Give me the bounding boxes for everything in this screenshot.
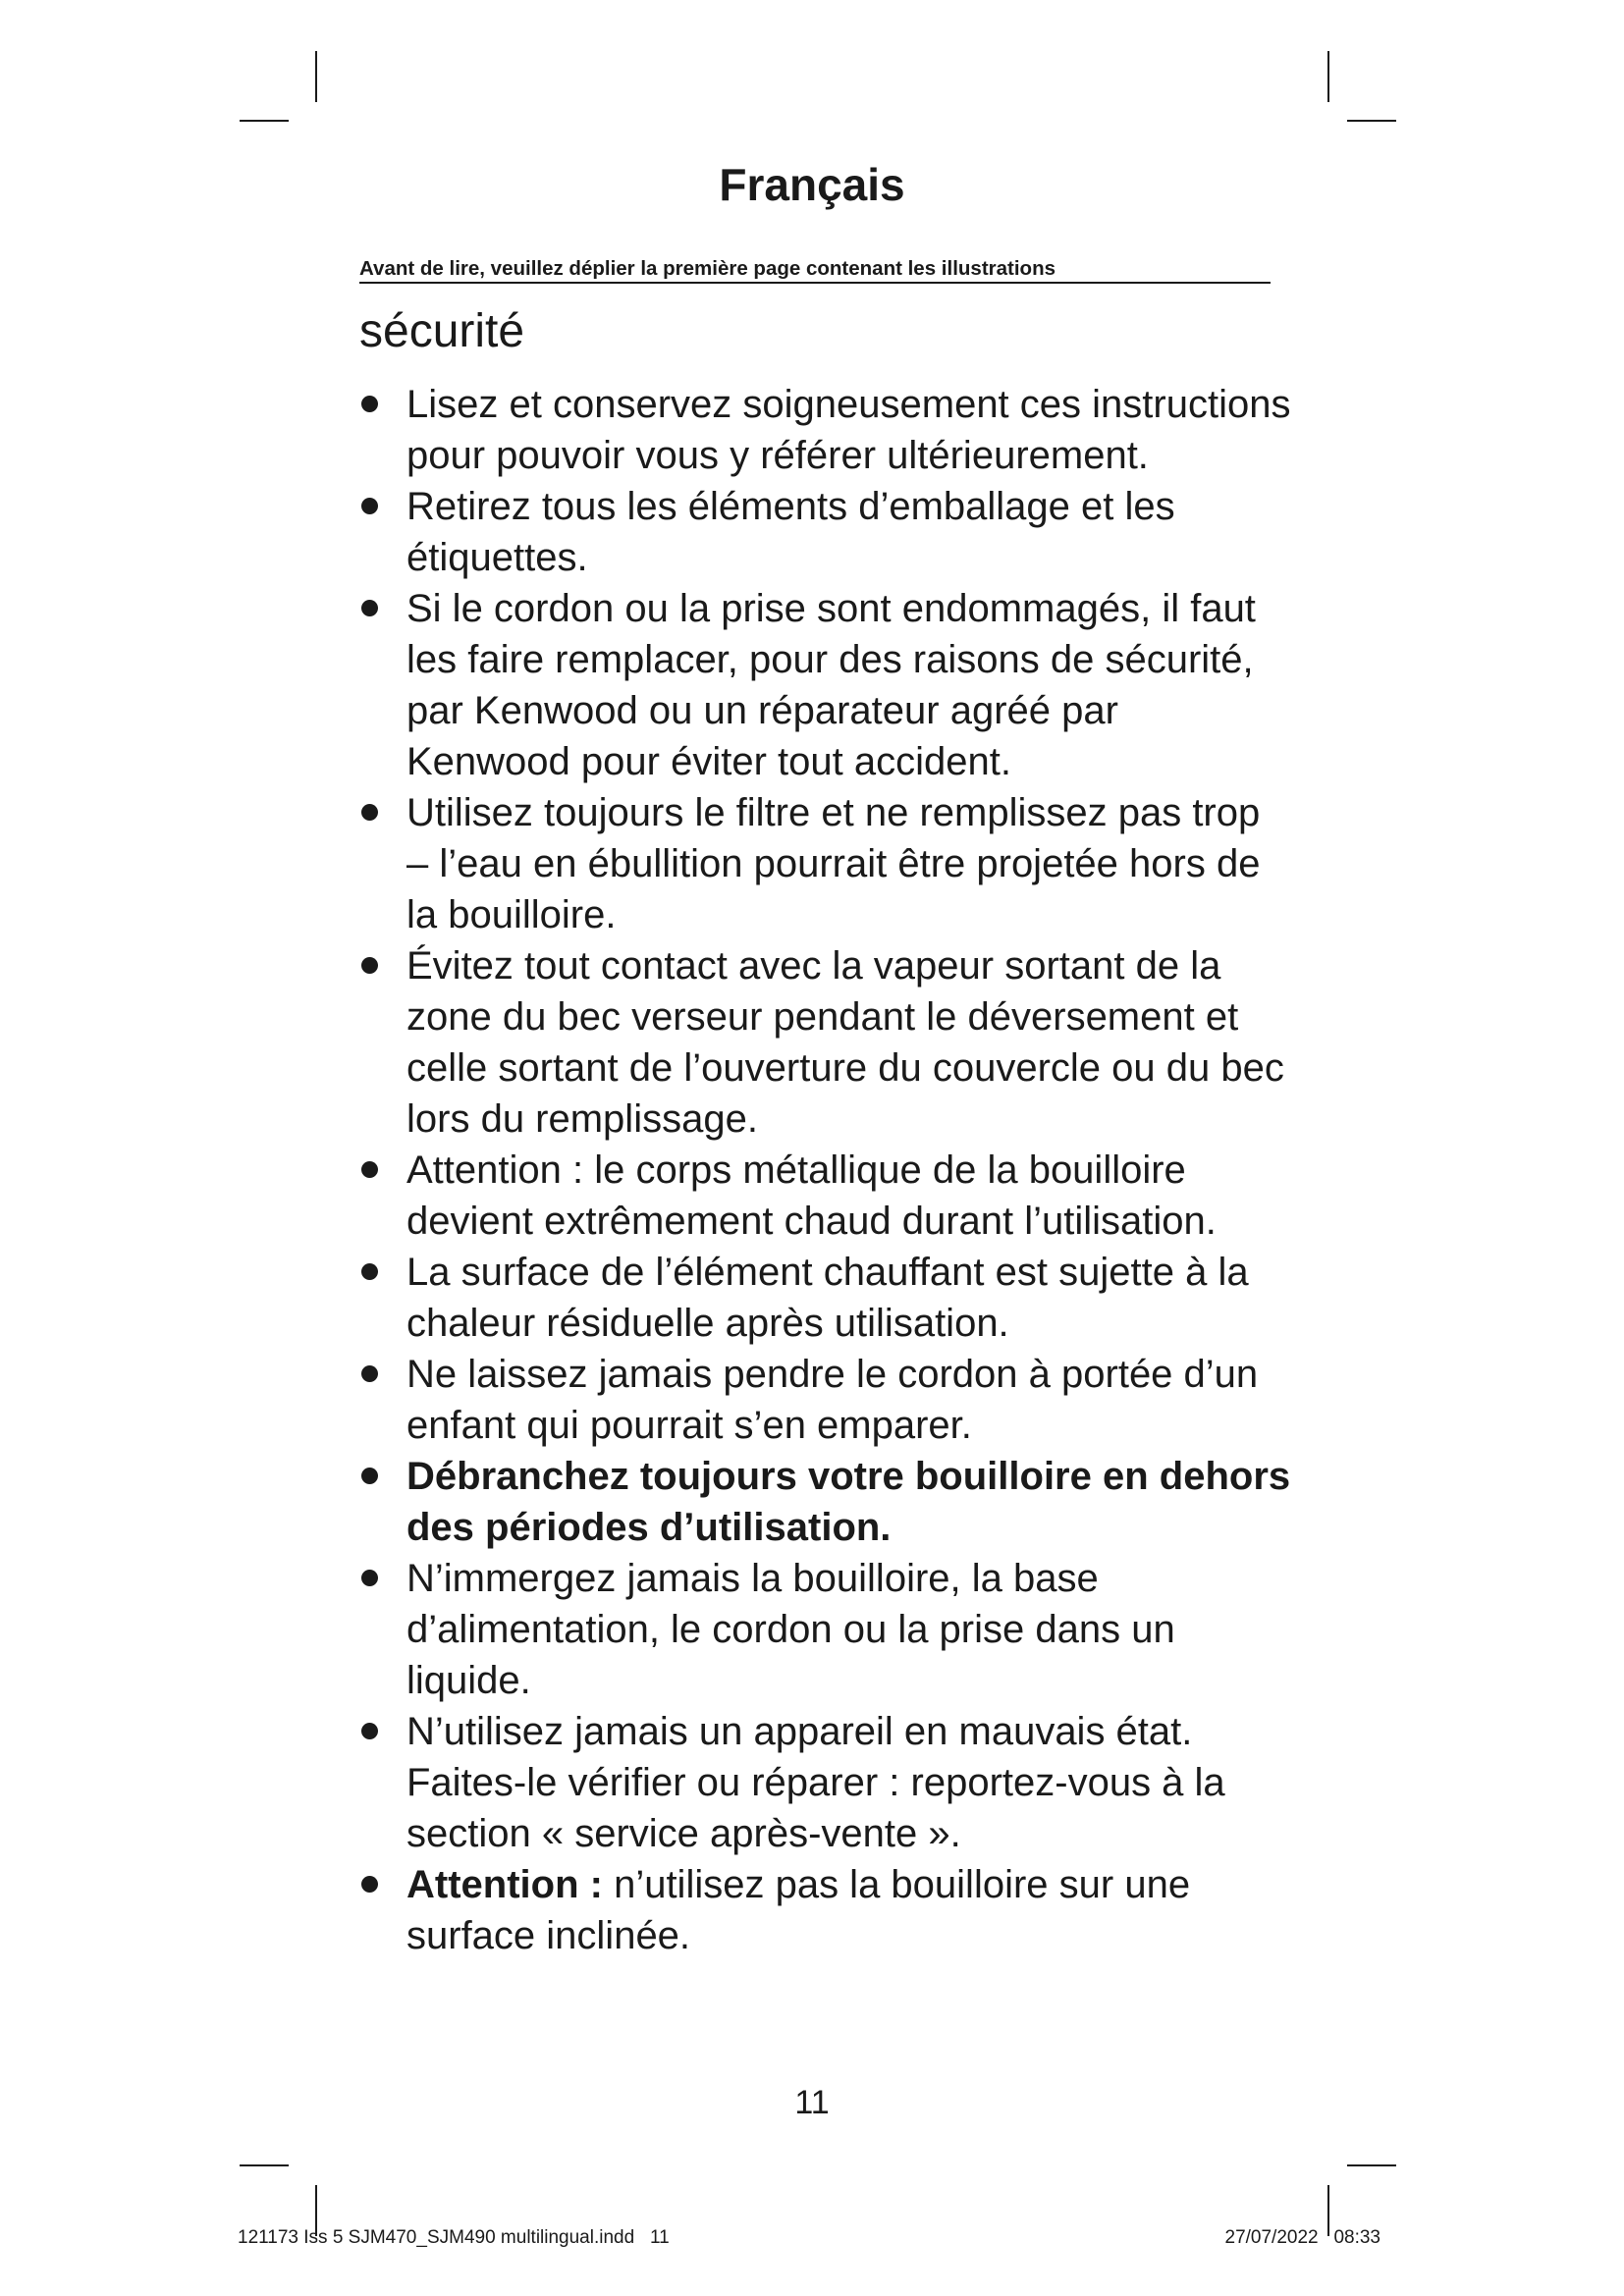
- item-text: Évitez tout contact avec la vapeur sortant de la zone du bec verseur pendant le déversement et celle sortant de l’ouverture du couvercle ou du bec lors du remplissage.: [406, 944, 1284, 1141]
- bullet-icon: [361, 1263, 378, 1280]
- bullet-icon: [361, 498, 378, 514]
- item-text: Si le cordon ou la prise sont endommagés, il faut les faire remplacer, pour des raisons de sécurité, par Kenwood ou un réparateur agréé par Kenwood pour éviter tout accident.: [406, 587, 1256, 783]
- list-item: [359, 1247, 1292, 1349]
- bullet-icon: [361, 1876, 378, 1893]
- item-text: Débranchez toujours votre bouilloire en dehors des périodes d’utilisation.: [406, 1455, 1291, 1549]
- crop-mark: [1347, 2164, 1396, 2166]
- item-text: La surface de l’élément chauffant est sujette à la chaleur résiduelle après utilisation.: [406, 1251, 1249, 1345]
- crop-mark: [1327, 51, 1329, 102]
- list-item: [359, 787, 1292, 940]
- list-item: [359, 1451, 1292, 1553]
- crop-mark: [315, 51, 317, 102]
- bullet-icon: [361, 600, 378, 616]
- list-item: [359, 1349, 1292, 1451]
- bullet-icon: [361, 396, 378, 412]
- list-item: [359, 940, 1292, 1145]
- safety-list: [359, 379, 1292, 1961]
- item-text: n’utilisez pas la bouilloire sur une surface inclinée.: [406, 1863, 1191, 1957]
- item-text: N’utilisez jamais un appareil en mauvais état. Faites-le vérifier ou réparer : reportez-vous à la section « service après-vente ».: [406, 1710, 1225, 1855]
- item-lead: Attention :: [406, 1863, 603, 1906]
- list-item: [359, 1706, 1292, 1859]
- list-item: [359, 379, 1292, 481]
- item-text: Retirez tous les éléments d’emballage et les étiquettes.: [406, 485, 1175, 579]
- bullet-icon: [361, 1468, 378, 1484]
- item-text: Attention : le corps métallique de la bouilloire devient extrêmement chaud durant l’utilisation.: [406, 1148, 1217, 1243]
- item-text: Utilisez toujours le filtre et ne remplissez pas trop – l’eau en ébullition pourrait être projetée hors de la bouilloire.: [406, 791, 1261, 936]
- list-item: [359, 1145, 1292, 1247]
- item-text: Ne laissez jamais pendre le cordon à portée d’un enfant qui pourrait s’en emparer.: [406, 1353, 1259, 1447]
- section-heading: sécurité: [359, 305, 525, 357]
- page-title: Français: [719, 159, 905, 210]
- crop-mark: [240, 2164, 289, 2166]
- footer-file-info: 121173 Iss 5 SJM470_SJM490 multilingual.indd 11: [238, 2227, 670, 2248]
- item-text: N’immergez jamais la bouilloire, la base d’alimentation, le cordon ou la prise dans un liquide.: [406, 1557, 1175, 1702]
- list-item: [359, 583, 1292, 787]
- bullet-icon: [361, 1365, 378, 1382]
- bullet-icon: [361, 957, 378, 974]
- list-item: [359, 481, 1292, 583]
- bullet-icon: [361, 804, 378, 821]
- bullet-icon: [361, 1570, 378, 1586]
- page-number: 11: [794, 2084, 830, 2121]
- bullet-icon: [361, 1161, 378, 1178]
- unfold-instruction: Avant de lire, veuillez déplier la première page contenant les illustrations: [359, 257, 1271, 284]
- list-item: [359, 1553, 1292, 1706]
- crop-mark: [240, 120, 289, 122]
- footer-date: 27/07/2022 08:33: [1224, 2227, 1380, 2248]
- item-text: Lisez et conservez soigneusement ces instructions pour pouvoir vous y référer ultérieurement.: [406, 383, 1291, 477]
- bullet-icon: [361, 1723, 378, 1739]
- crop-mark: [1347, 120, 1396, 122]
- list-item: [359, 1859, 1292, 1961]
